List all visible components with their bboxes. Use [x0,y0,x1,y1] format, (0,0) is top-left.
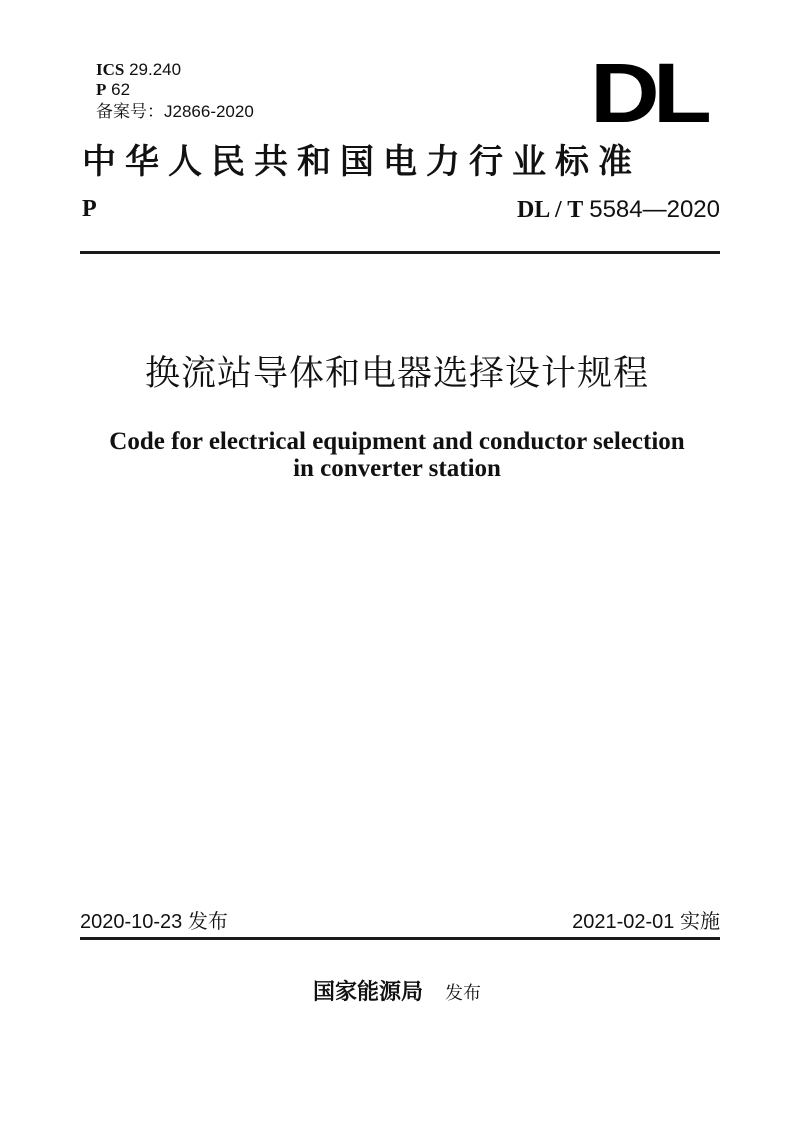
document-title-english-line1: Code for electrical equipment and conductor selection [109,428,685,455]
standard-prefix: DL / T [516,197,584,223]
classification-letter: P [82,196,97,222]
record-value: J2866-2020 [164,102,254,121]
publisher-organization: 国家能源局 [312,979,423,1005]
issue-date: 2020-10-23 发布 [80,911,228,933]
class-label: P [96,80,107,99]
record-label: 备案号： [96,102,164,121]
industry-standard-title: 中华人民共和国电力行业标准 [82,142,641,182]
class-value: 62 [111,80,131,99]
ics-value: 29.240 [129,60,182,79]
ics-code [96,60,181,80]
dl-logo: DL [590,46,705,140]
standard-number [517,196,720,224]
publisher [0,975,794,1006]
classification-code [96,80,130,100]
record-number [96,102,254,122]
document-title-english-line2: in converter station [293,455,501,482]
bottom-divider [80,937,720,940]
publisher-action: 发布 [445,983,481,1004]
implementation-date: 2021-02-01 实施 [572,911,720,933]
ics-label: ICS [96,60,125,79]
top-divider [80,251,720,254]
standard-code: 5584—2020 [589,196,720,223]
document-title-chinese: 换流站导体和电器选择设计规程 [144,354,649,394]
